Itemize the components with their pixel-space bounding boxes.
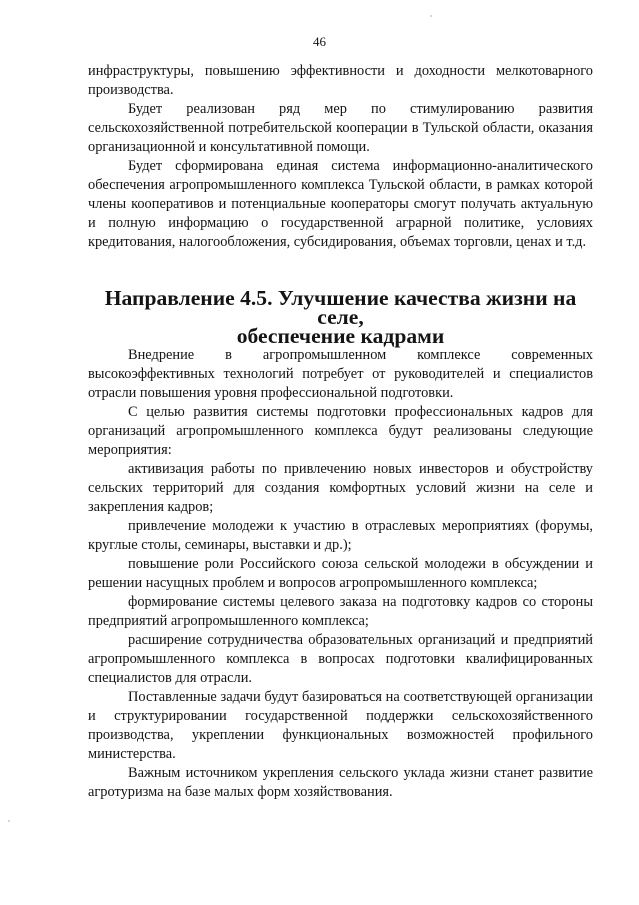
section-heading-text (88, 286, 593, 348)
section-heading-line-2: обеспечение кадрами (236, 324, 445, 348)
scan-artifact-dot (8, 820, 10, 822)
paragraph-agrotourism: Важным источником укрепления сельского уклада жизни станет развитие агротуризма на базе малых форм хозяйствования. (88, 765, 593, 800)
list-item-cooperation-education: расширение сотрудничества образовательных организаций и предприятий агропромышленного комплекса в вопросах подготовки квалифицированных специалистов для отрасли. (88, 632, 593, 686)
list-item-youth-events: привлечение молодежи к участию в отраслевых мероприятиях (форумы, круглые столы, семинары, выставки и др.); (88, 518, 593, 553)
list-item-youth-union: повышение роли Российского союза сельской молодежи в обсуждении и решении насущных проблем и вопросов агропромышленного комплекса; (88, 556, 593, 591)
list-item-targeted-training: формирование системы целевого заказа на подготовку кадров со стороны предприятий агропромышленного комплекса; (88, 594, 593, 629)
paragraph-technologies: Внедрение в агропромышленном комплексе современных высокоэффективных технологий потребует от руководителей и специалистов отрасли повышения уровня профессиональной подготовки. (88, 347, 593, 401)
paragraph-training-goal: С целью развития системы подготовки профессиональных кадров для организаций агропромышленного комплекса будут реализованы следующие мероприятия: (88, 404, 593, 458)
scan-artifact-dot (430, 15, 432, 17)
paragraph-information-system: Будет сформирована единая система информационно-аналитического обеспечения агропромышленного комплекса Тульской области, в рамках которой члены кооперативов и потенциальные кооператоры смогут получать актуальную и полную информацию о государственной аграрной политике, условиях кредитования, налогообложения, субсидирования, объемах торговли, ценах и т.д. (88, 158, 593, 250)
body-text-bottom (88, 346, 593, 802)
paragraph-tasks: Поставленные задачи будут базироваться на соответствующей организации и структурировании государственной поддержки сельскохозяйственного производства, укреплении функциональных возможностей профильного министерства. (88, 689, 593, 762)
section-heading-line-1: Направление 4.5. Улучшение качества жизни на селе, (104, 286, 577, 329)
page-number: 46 (313, 34, 326, 49)
section-heading (88, 286, 593, 348)
paragraph-continuation: инфраструктуры, повышению эффективности и доходности мелкотоварного производства. (88, 63, 593, 98)
paragraph-cooperation: Будет реализован ряд мер по стимулированию развития сельскохозяйственной потребительской кооперации в Тульской области, оказания организационной и консультативной помощи. (88, 101, 593, 155)
list-item-investors: активизация работы по привлечению новых инвесторов и обустройству сельских территорий для создания комфортных условий жизни на селе и закрепления кадров; (88, 461, 593, 515)
body-text-top (88, 62, 593, 252)
